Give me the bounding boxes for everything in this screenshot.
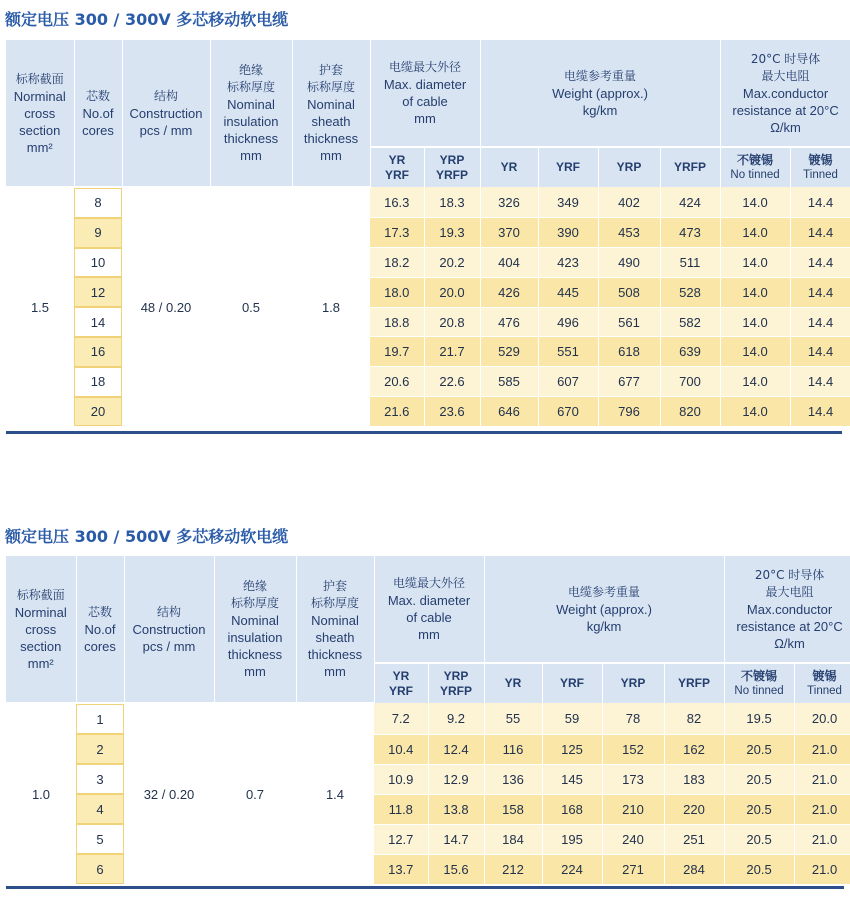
header-line: Max.conductor [742,85,829,101]
cell-r1: 14.0 [720,218,790,248]
header-line: No.of [84,621,116,637]
cell-d2: 19.3 [424,218,480,248]
cell-r2: 21.0 [794,824,850,854]
header-construction [122,40,210,187]
cell-d2: 12.4 [428,734,484,764]
header-line: Construction [129,105,203,121]
subheader-no-tinned: 不镀锡 No tinned [724,663,794,703]
header-cores [76,556,124,703]
cell-w4: 220 [664,794,724,824]
cell-w3: 402 [598,187,660,218]
header-line: sheath [311,114,351,129]
cell-w3: 78 [602,703,664,734]
cell-d1: 7.2 [374,703,428,734]
cell-d2: 14.7 [428,824,484,854]
header-line: insulation [227,630,283,645]
cell-r1: 20.5 [724,794,794,824]
cell-d1: 21.6 [370,397,424,427]
cell-w1: 212 [484,854,542,884]
cell-cores: 9 [74,218,122,248]
cell-w3: 490 [598,248,660,278]
header-line: 绝缘 [238,63,263,77]
cell-d1: 16.3 [370,187,424,218]
cell-d2: 18.3 [424,187,480,218]
cell-d2: 20.8 [424,307,480,337]
header-diameter [370,40,480,147]
header-line: mm [320,148,342,163]
cell-w1: 136 [484,764,542,794]
subheader-weight: YRP [602,663,664,703]
header-line: mm² [27,655,54,671]
cell-w4: 82 [664,703,724,734]
cell-w4: 511 [660,248,720,278]
cell-w3: 561 [598,307,660,337]
table-bottom-rule [6,431,842,434]
header-line: pcs / mm [139,122,193,138]
subheader-weight: YR [484,663,542,703]
cell-w1: 55 [484,703,542,734]
header-line: Norminal [14,604,67,620]
cell-cores: 18 [74,367,122,397]
cell-w3: 618 [598,337,660,367]
subheader-tinned: 镀锡 Tinned [794,663,850,703]
cell-w2: 423 [538,248,598,278]
cell-w3: 677 [598,367,660,397]
table-bottom-rule [6,886,844,889]
header-line: section [19,122,61,138]
header-line: 20°C 时导体 [754,567,825,582]
cell-r1: 14.0 [720,337,790,367]
header-line: No.of [82,105,114,121]
cell-r1: 14.0 [720,397,790,427]
subheader-weight: YRF [538,147,598,187]
header-line: of cable [406,610,452,625]
cell-r2: 14.4 [790,307,850,337]
cell-w4: 424 [660,187,720,218]
cell-w4: 639 [660,337,720,367]
subheader-no-tinned: 不镀锡 No tinned [720,147,790,187]
cell-d1: 18.8 [370,307,424,337]
cell-w1: 326 [480,187,538,218]
cell-w4: 183 [664,764,724,794]
cell-r2: 14.4 [790,187,850,218]
cell-d2: 20.0 [424,277,480,307]
cell-w1: 404 [480,248,538,278]
table-row [6,187,850,218]
cell-d1: 12.7 [374,824,428,854]
header-line: Ω/km [770,119,801,135]
subheader-weight: YRFP [660,147,720,187]
header-line: 标称厚度 [230,596,279,610]
header-line: mm [418,627,440,642]
header-line: Max. diameter [383,77,467,92]
header-weight [480,40,720,147]
cell-cores: 10 [74,248,122,278]
header-line: mm [414,111,436,126]
cell-w1: 426 [480,277,538,307]
cell-d2: 21.7 [424,337,480,367]
cell-w2: 168 [542,794,602,824]
header-line: Nominal [231,613,279,628]
cell-d1: 18.2 [370,248,424,278]
subheader-diameter-yrp: YRP YRFP [424,147,480,187]
subheader-diameter-yrp: YRP YRFP [428,663,484,703]
cell-r2: 14.4 [790,248,850,278]
header-line: resistance at 20°C [736,618,843,634]
header-line: cross [25,621,57,637]
header-diameter [374,556,484,663]
header-line: Nominal [307,97,355,112]
cell-w4: 820 [660,397,720,427]
cell-cores: 12 [74,277,122,307]
header-line: resistance at 20°C [732,102,839,118]
cell-r2: 21.0 [794,764,850,794]
cell-r2: 21.0 [794,854,850,884]
cell-r1: 14.0 [720,367,790,397]
cell-w4: 528 [660,277,720,307]
cell-cores: 6 [76,854,124,884]
cell-w3: 210 [602,794,664,824]
header-line: cores [84,638,116,654]
cell-cores: 20 [74,397,122,427]
cell-r1: 20.5 [724,824,794,854]
cell-cores: 1 [76,703,124,734]
cell-w2: 607 [538,367,598,397]
cell-r2: 14.4 [790,218,850,248]
header-line: 结构 [156,604,181,619]
cell-d1: 19.7 [370,337,424,367]
cell-r1: 14.0 [720,248,790,278]
cell-d1: 11.8 [374,794,428,824]
header-resistance [724,556,850,663]
header-line: Nominal [227,97,275,112]
cell-d1: 17.3 [370,218,424,248]
spec-table [6,40,850,427]
cell-w1: 158 [484,794,542,824]
cell-w2: 125 [542,734,602,764]
cell-w4: 473 [660,218,720,248]
cell-cores: 5 [76,824,124,854]
cell-w2: 349 [538,187,598,218]
cell-w1: 585 [480,367,538,397]
cell-w1: 529 [480,337,538,367]
cell-d2: 22.6 [424,367,480,397]
header-line: Weight (approx.) [552,85,648,101]
header-line: 标称厚度 [310,596,359,610]
cell-section: 1.5 [6,187,74,426]
header-line: Max.conductor [746,601,833,617]
cell-construction: 32 / 0.20 [124,703,214,884]
cell-d1: 10.9 [374,764,428,794]
header-line: mm² [26,139,53,155]
header-line: Max. diameter [387,593,471,608]
cell-sheath: 1.8 [292,187,370,426]
cell-r2: 14.4 [790,277,850,307]
cell-w2: 224 [542,854,602,884]
cell-w2: 145 [542,764,602,794]
subheader-diameter-yr: YR YRF [374,663,428,703]
header-line: of cable [402,94,448,109]
table-row [6,703,850,734]
table-title: 额定电压 300 / 500V 多芯移动软电缆 [5,527,289,546]
header-line: 电缆最大外径 [392,576,465,590]
header-line: mm [240,148,262,163]
cell-w2: 551 [538,337,598,367]
cell-w4: 582 [660,307,720,337]
cell-section: 1.0 [6,703,76,884]
header-line: cores [82,122,114,138]
header-line: sheath [315,630,355,645]
header-line: 最大电阻 [761,68,810,83]
cell-cores: 4 [76,794,124,824]
cell-w2: 195 [542,824,602,854]
subheader-tinned: 镀锡 Tinned [790,147,850,187]
cell-w1: 370 [480,218,538,248]
header-line: Construction [132,621,206,637]
cell-r1: 20.5 [724,854,794,884]
cell-d2: 15.6 [428,854,484,884]
cell-cores: 8 [74,187,122,218]
cell-d2: 23.6 [424,397,480,427]
subheader-weight: YRFP [664,663,724,703]
header-line: 电缆参考重量 [564,68,637,83]
cell-d2: 12.9 [428,764,484,794]
cell-r1: 20.5 [724,734,794,764]
cell-insulation: 0.7 [214,703,296,884]
cell-w1: 116 [484,734,542,764]
cell-w1: 476 [480,307,538,337]
subheader-weight: YR [480,147,538,187]
cell-d1: 20.6 [370,367,424,397]
header-line: 电缆参考重量 [568,584,641,599]
cell-r1: 19.5 [724,703,794,734]
cell-w2: 445 [538,277,598,307]
header-line: 标称厚度 [226,80,275,94]
cell-r2: 14.4 [790,337,850,367]
header-line: mm [244,664,266,679]
header-line: thickness [227,647,283,662]
cell-r1: 14.0 [720,277,790,307]
cell-w4: 284 [664,854,724,884]
header-line: insulation [223,114,279,129]
header-line: kg/km [586,618,622,634]
header-line: 20°C 时导体 [750,51,821,66]
cell-w4: 700 [660,367,720,397]
header-sheath [292,40,370,187]
header-resistance [720,40,850,147]
cell-w4: 162 [664,734,724,764]
cell-cores: 14 [74,307,122,337]
header-line: pcs / mm [142,638,196,654]
cell-sheath: 1.4 [296,703,374,884]
header-line: 标称厚度 [306,80,355,94]
cell-construction: 48 / 0.20 [122,187,210,426]
cell-r2: 21.0 [794,794,850,824]
header-line: 结构 [153,88,178,103]
header-line: cross [24,105,56,121]
table-title: 额定电压 300 / 300V 多芯移动软电缆 [5,10,289,29]
subheader-weight: YRP [598,147,660,187]
cell-d1: 13.7 [374,854,428,884]
header-construction [124,556,214,703]
cell-w1: 184 [484,824,542,854]
cell-w2: 390 [538,218,598,248]
cell-cores: 2 [76,734,124,764]
header-line: thickness [307,647,363,662]
header-line: 芯数 [87,604,112,619]
cell-d2: 13.8 [428,794,484,824]
cell-d1: 18.0 [370,277,424,307]
header-line: section [20,638,62,654]
cell-d2: 9.2 [428,703,484,734]
cell-w3: 271 [602,854,664,884]
header-line: thickness [303,131,359,146]
header-sheath [296,556,374,703]
cell-w3: 173 [602,764,664,794]
cell-r1: 20.5 [724,764,794,794]
header-line: 护套 [322,579,347,593]
header-section [6,40,74,187]
header-line: 护套 [318,63,343,77]
spec-table [6,556,850,885]
cell-w2: 496 [538,307,598,337]
cell-d2: 20.2 [424,248,480,278]
cell-r2: 14.4 [790,397,850,427]
header-line: Ω/km [774,635,805,651]
cell-w2: 670 [538,397,598,427]
header-line: 芯数 [85,88,110,103]
cell-r2: 21.0 [794,734,850,764]
cell-r2: 20.0 [794,703,850,734]
cell-w1: 646 [480,397,538,427]
header-line: Norminal [13,88,66,104]
cell-cores: 3 [76,764,124,794]
header-cores [74,40,122,187]
cell-w4: 251 [664,824,724,854]
cell-r2: 14.4 [790,367,850,397]
subheader-weight: YRF [542,663,602,703]
cell-r1: 14.0 [720,187,790,218]
header-line: Nominal [311,613,359,628]
header-weight [484,556,724,663]
cell-w2: 59 [542,703,602,734]
cell-w3: 240 [602,824,664,854]
header-insulation [214,556,296,703]
cell-w3: 508 [598,277,660,307]
header-line: 最大电阻 [765,584,814,599]
cell-r1: 14.0 [720,307,790,337]
cell-w3: 152 [602,734,664,764]
header-line: mm [324,664,346,679]
header-line: Weight (approx.) [556,601,652,617]
header-line: kg/km [582,102,618,118]
cell-cores: 16 [74,337,122,367]
cell-d1: 10.4 [374,734,428,764]
cell-w3: 796 [598,397,660,427]
header-line: thickness [223,131,279,146]
cell-w3: 453 [598,218,660,248]
header-insulation [210,40,292,187]
header-line: 标称截面 [15,71,64,86]
cell-insulation: 0.5 [210,187,292,426]
subheader-diameter-yr: YR YRF [370,147,424,187]
header-line: 绝缘 [242,579,267,593]
header-line: 标称截面 [16,587,65,602]
header-section [6,556,76,703]
header-line: 电缆最大外径 [388,60,461,74]
